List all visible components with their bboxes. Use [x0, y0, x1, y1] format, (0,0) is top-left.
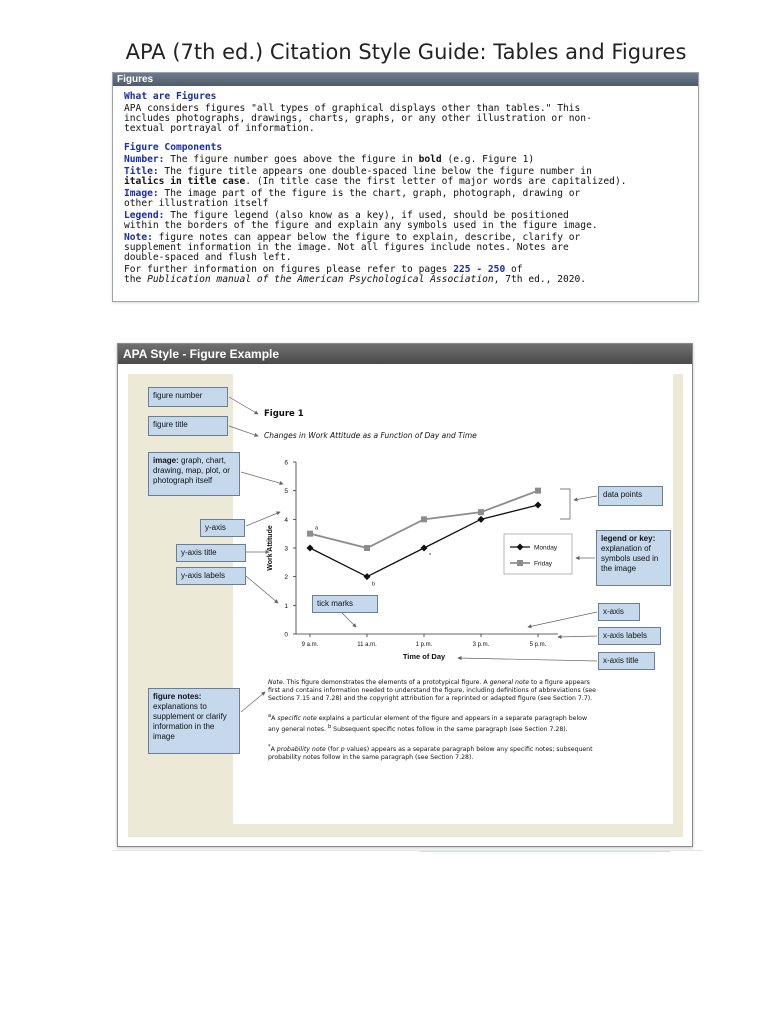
number-bold: bold — [418, 154, 442, 165]
note-text: A — [271, 715, 278, 723]
label-figure-title: figure title — [148, 416, 228, 436]
x-tick-label: 11 a.m. — [357, 642, 377, 648]
figure-example-canvas — [128, 374, 683, 837]
y-tick-label: 3 — [284, 545, 288, 553]
arrow-y-axis — [246, 512, 280, 526]
note-text: values) appears as a separate paragraph below any specific notes; subsequent probability notes follow in the same paragraph (see Section 7.28). — [268, 746, 593, 762]
data-point-friday — [478, 509, 484, 515]
what-are-figures-heading: What are Figures — [124, 91, 217, 102]
data-point-friday — [421, 516, 427, 522]
data-point-friday — [307, 531, 313, 537]
pages-link[interactable]: 225 - 250 — [453, 264, 506, 275]
figures-panel — [112, 72, 699, 302]
data-point-monday — [421, 545, 428, 552]
arrow-image — [241, 472, 283, 484]
arrow-y-axis-labels — [246, 576, 278, 603]
arrow-figure-title — [229, 426, 258, 436]
arrow-figure-number — [229, 397, 258, 414]
y-tick-label: 4 — [284, 516, 288, 524]
note-text: Subsequent specific notes follow in the same paragraph (see Section 7.28). — [331, 726, 568, 734]
what-text-line: APA considers figures "all types of graphical displays other than tables." This — [124, 103, 581, 114]
note-text-line: double-spaced and flush left. — [124, 252, 292, 263]
legend-label: Legend: — [124, 210, 165, 221]
note-superscript: a — [268, 713, 272, 719]
further-text-the: the — [124, 274, 148, 285]
title-bold: italics in title case — [124, 176, 246, 187]
label-y-axis: y-axis — [200, 519, 245, 537]
legend-text: The figure legend (also know as a key), if used, should be positioned — [164, 210, 569, 221]
further-text-of: of — [505, 264, 523, 275]
y-tick-label: 0 — [284, 631, 288, 639]
figure-example-panel — [117, 343, 693, 847]
x-tick-label: 3 p.m. — [472, 642, 490, 648]
x-axis-title: Time of Day — [402, 652, 446, 661]
figure-number-text: Figure 1 — [264, 409, 304, 419]
title-text: The figure title appears one double-spaced line below the figure number in — [158, 166, 592, 177]
x-tick-label: 9 a.m. — [301, 642, 319, 648]
note-italic: specific note — [277, 715, 317, 723]
note-text: figure notes can appear below the figure to explain, describe, clarify or — [152, 232, 581, 243]
note-text: (for — [325, 746, 341, 754]
note-text-line: supplement information in the image. Not all figures include notes. Notes are — [124, 242, 569, 253]
note-label-italic: Note. — [268, 679, 285, 686]
note-label: Note: — [124, 232, 153, 243]
label-image-rest: graph, chart, drawing, map, plot, or photograph itself — [153, 456, 230, 485]
data-points-bracket — [560, 489, 570, 519]
label-tick-marks: tick marks — [312, 595, 378, 613]
arrow-tick-marks — [342, 613, 356, 627]
figure-title-text: Changes in Work Attitude as a Function of Day and Time — [264, 431, 477, 440]
y-axis-title: Work Attitude — [267, 525, 274, 571]
legend-text-line: within the borders of the figure and explain any symbols used in the figure image. — [124, 220, 598, 231]
label-figure-notes-bold: figure notes: — [153, 692, 202, 701]
title-label: Title: — [124, 166, 159, 177]
y-tick-label: 1 — [284, 602, 288, 610]
manual-title: Publication manual of the American Psychological Association — [147, 274, 494, 285]
figures-panel-body — [113, 86, 698, 285]
note-italic: p — [340, 746, 345, 754]
note-superscript: * — [268, 744, 271, 751]
label-figure-notes-rest: explanations to supplement or clarify information in the image — [153, 702, 227, 741]
x-tick-label: 1 p.m. — [415, 642, 433, 648]
figure-components-heading: Figure Components — [124, 142, 223, 153]
figure-example-header: APA Style - Figure Example — [118, 344, 692, 364]
title-item-cont — [124, 177, 687, 187]
data-point-monday — [535, 502, 542, 509]
label-figure-number: figure number — [148, 387, 228, 407]
figures-panel-header: Figures — [113, 73, 698, 86]
data-point-monday — [478, 516, 485, 523]
label-x-axis-labels: x-axis labels — [598, 627, 661, 645]
x-tick-label: 5 p.m. — [529, 642, 547, 648]
arrow-figure-notes — [241, 692, 265, 712]
y-tick-label: 6 — [284, 459, 288, 467]
divider — [420, 851, 670, 852]
label-y-axis-title: y-axis title — [176, 544, 246, 562]
page-title: APA (7th ed.) Citation Style Guide: Tables and Figures — [125, 40, 687, 64]
note-text: explains a particular element of the figure and appears in a separate paragraph below any general notes. — [268, 715, 588, 734]
point-annotation: a — [315, 525, 319, 532]
probability-note — [268, 743, 598, 762]
legend-marker-friday — [517, 560, 523, 566]
data-point-monday — [364, 573, 371, 580]
title-text-end: . (In title case the first letter of major words are capitalized). — [245, 176, 627, 187]
specific-note — [268, 712, 598, 734]
note-italic: probability note — [276, 746, 326, 754]
what-text-line: includes photographs, drawings, charts, graphs, or any other illustration or non- — [124, 113, 592, 124]
arrow-x-axis — [528, 612, 597, 627]
number-text-end: (e.g. Figure 1) — [441, 154, 535, 165]
further-text-edition: , 7th ed., 2020. — [493, 274, 587, 285]
general-note — [268, 679, 598, 703]
point-annotation: * — [429, 553, 432, 559]
data-point-friday — [364, 545, 370, 551]
arrow-x-axis-title — [458, 658, 597, 661]
y-tick-label: 2 — [284, 574, 288, 582]
arrow-x-axis-labels — [558, 636, 597, 637]
label-image-bold: image: — [153, 456, 179, 465]
note-text: to a figure appears first and contains information needed to understand the figure, including definitions of abbreviations (see Sections 7.15 and 7.28) and the copyright attribution for a reprinted or adapted figure (see Section 7.7). — [268, 679, 596, 702]
legend-label-friday: Friday — [534, 560, 553, 568]
data-point-monday — [307, 545, 314, 552]
arrow-data-points — [574, 496, 597, 500]
data-point-friday — [535, 488, 541, 494]
legend-label-monday: Monday — [534, 544, 558, 552]
y-tick-label: 5 — [284, 488, 288, 496]
label-legend-bold: legend or key: — [601, 534, 656, 543]
note-italic: general note — [489, 679, 530, 686]
label-x-axis-title: x-axis title — [598, 652, 655, 670]
what-text-line: textual portrayal of information. — [124, 123, 315, 134]
label-data-points: data points — [598, 486, 663, 506]
further-info-cont — [124, 275, 687, 285]
point-annotation: b — [372, 581, 376, 588]
note-text: A — [270, 746, 277, 754]
further-text: For further information on figures please refer to pages — [124, 264, 454, 275]
number-text: The figure number goes above the figure in — [164, 154, 419, 165]
legend-box — [504, 534, 572, 574]
image-text-line: other illustration itself — [124, 198, 269, 209]
note-text: This figure demonstrates the elements of a prototypical figure. A — [284, 679, 490, 686]
label-x-axis: x-axis — [598, 603, 640, 621]
image-text: The image part of the figure is the chart, graph, photograph, drawing or — [158, 188, 581, 199]
figure-notes-text — [268, 679, 598, 771]
number-item — [124, 155, 687, 165]
number-label: Number: — [124, 154, 165, 165]
label-y-axis-labels: y-axis labels — [176, 567, 246, 585]
note-superscript: b — [327, 724, 332, 731]
image-label: Image: — [124, 188, 159, 199]
label-legend-rest: explanation of symbols used in the image — [601, 544, 659, 573]
